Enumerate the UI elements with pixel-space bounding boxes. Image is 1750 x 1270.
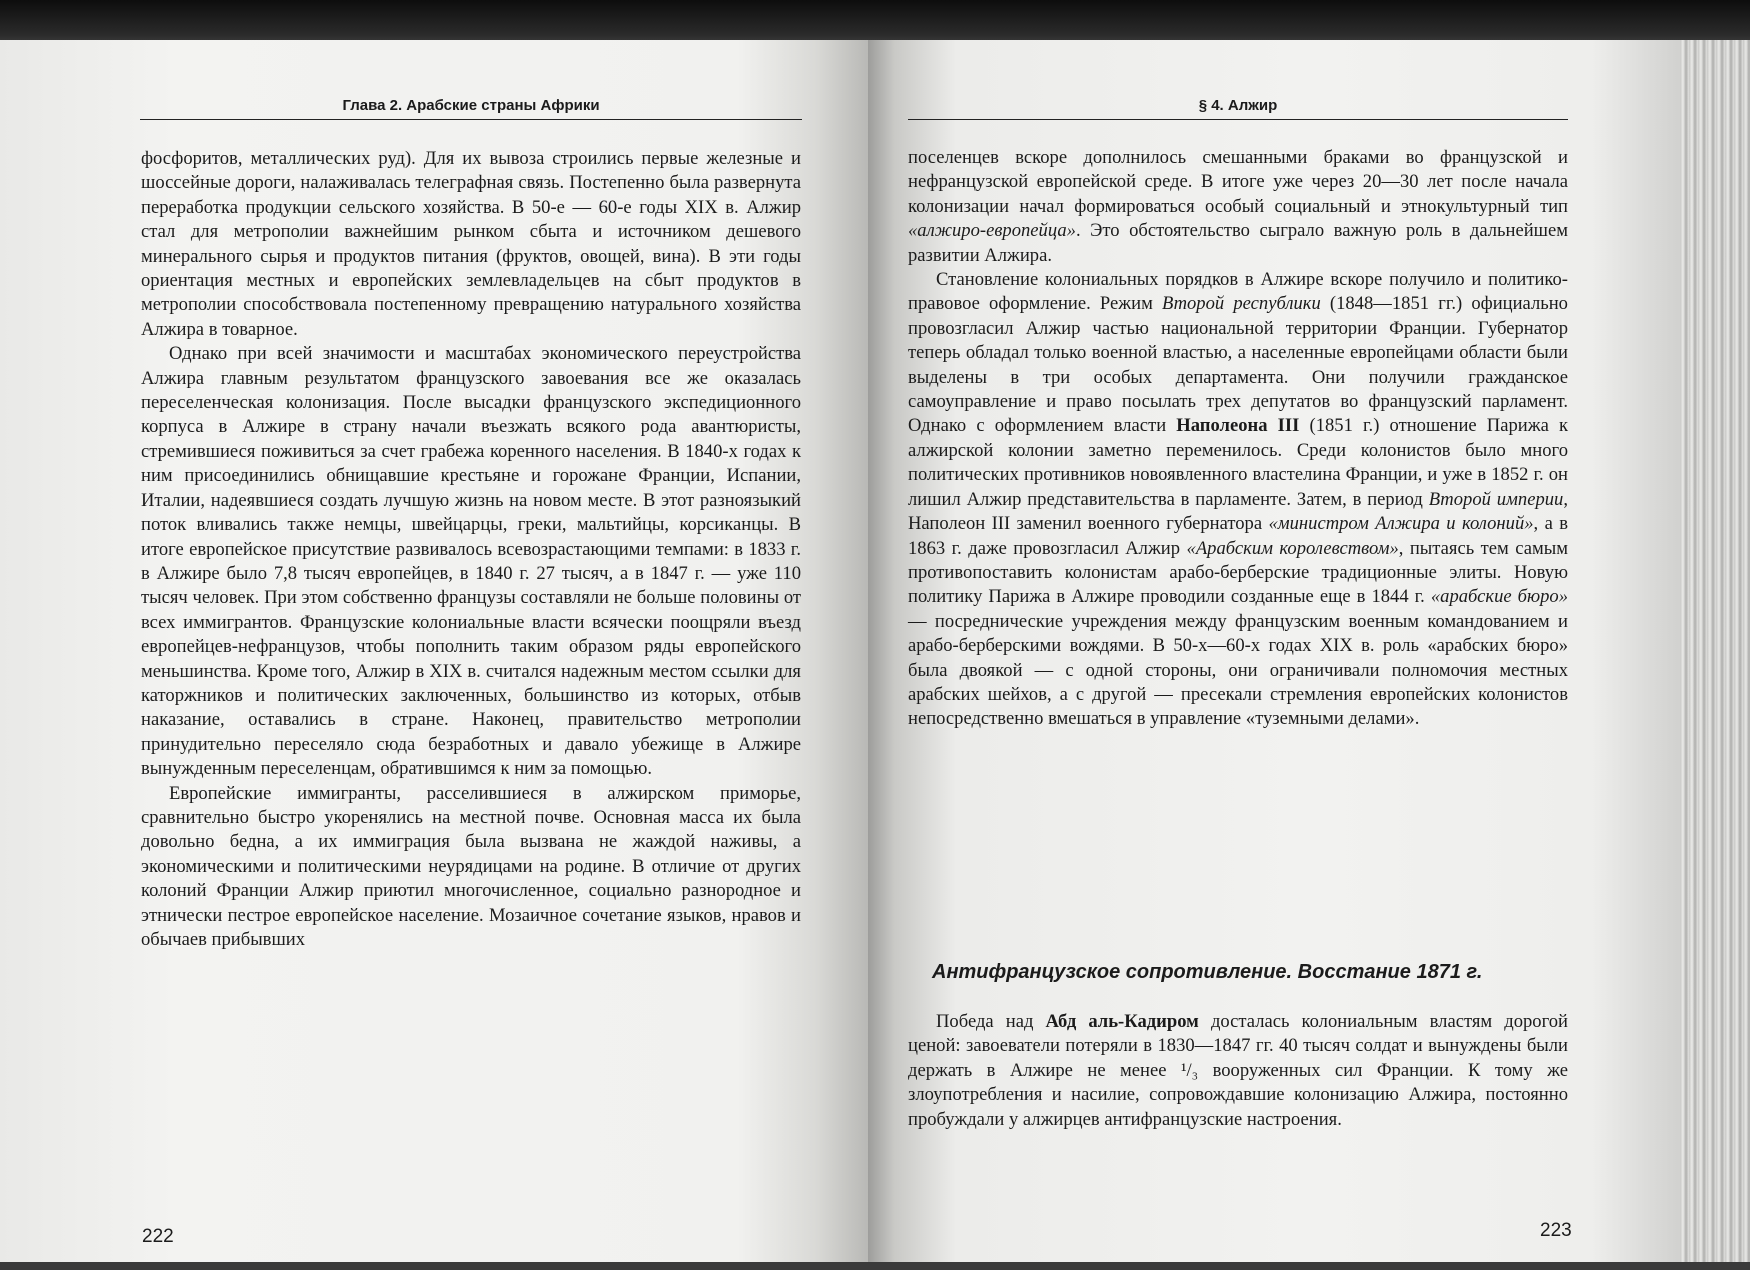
text-run: Победа над xyxy=(936,1011,1046,1032)
right-paragraph-3 xyxy=(908,1010,1568,1132)
right-running-head: § 4. Алжир xyxy=(908,96,1568,120)
name-abd-al-kadir: Абд аль-Кадиром xyxy=(1045,1011,1199,1032)
term-arab-bureaus: «арабские бюро» xyxy=(1430,586,1569,608)
left-paragraph-2: Однако при всей значимости и масштабах экономического переустройства Алжира главным результатом французского завоевания все же оказалась переселенческая колонизация. После высадки французского экспедиционного корпуса в Алжире в страну начали въезжать всякого рода авантюристы, стремившиеся поживиться за счет грабежа коренного населения. В 1840-х годах к ним присоединились обнищавшие крестьяне и горожане Франции, Испании, Италии, надеявшиеся создать лучшую жизнь на новом месте. В этот разноязыкий поток вливались также немцы, швейцарцы, греки, мальтийцы, корсиканцы. В итоге европейское присутствие развивалось всевозрастающими темпами: в 1833 г. в Алжире было 7,8 тысяч европейцев, в 1840 г. 27 тысяч, а в 1847 г. — уже 110 тысяч человек. При этом собственно французы составляли не больше половины от всех иммигрантов. Французские колониальные власти всячески поощряли въезд европейцев-нефранцузов, чтобы пополнить таким образом ряды европейского меньшинства. Кроме того, Алжир в XIX в. считался надежным местом ссылки для каторжников и политических заключенных, большинство из которых, отбыв наказание, оставались в стране. Наконец, правительство метрополии принудительно переселяло сюда безработных и давало убежище в Алжире вынужденным переселенцам, обратившимся к ним за помощью. xyxy=(141,343,801,780)
term-second-empire: Второй империи xyxy=(1428,488,1564,510)
text-run: . Это обстоятельство сыграло важную роль в дальнейшем развитии Алжира. xyxy=(908,220,1568,266)
text-run: поселенцев вскоре дополнилось смешанными браками во французской и нефранцузской европейской среде. В итоге уже через 20—30 лет после начала колонизации начал формироваться особый социальный и этнокультурный тип xyxy=(908,147,1568,217)
section-heading: Антифранцузское сопротивление. Восстание 1871 г. xyxy=(932,961,1483,983)
text-run: вооруженных сил Франции. К тому же злоупотребления и насилие, сопровождавшие колонизацию Алжира, постоянно пробуждали у алжирцев антифранцузские настроения. xyxy=(908,1059,1568,1130)
text-run: Становление колониальных порядков в Алжире вскоре получило и политико-правовое оформление. Режим xyxy=(908,269,1568,315)
right-body-text-2 xyxy=(908,1010,1568,1132)
text-run: , а в 1863 г. даже провозгласил Алжир xyxy=(908,513,1568,559)
term-second-republic: Второй республики xyxy=(1162,293,1321,315)
text-run: — посреднические учреждения между французским военным командованием и арабо-берберскими вождями. В 50-х—60-х годах XIX в. роль «арабских бюро» была двоякой — с одной стороны, они ограничивали полномочия местных арабских шейхов, а с другой — пресекали стремления европейских колонистов непосредственно вмешаться в управление «туземными делами». xyxy=(908,610,1568,730)
term-arab-kingdom: «Арабским королевством» xyxy=(1186,537,1399,559)
text-run: (1851 г.) отношение Парижа к алжирской колонии заметно переменилось. Среди колонистов было много политических противников новоявленного властелина Франции, и уже в 1852 г. он лишил Алжир представительства в парламенте. Затем, в период xyxy=(908,415,1568,510)
right-page-number: 223 xyxy=(1540,1220,1572,1241)
page-edge-stack xyxy=(1680,40,1750,1262)
text-run: , Наполеон III заменил военного губернатора xyxy=(908,488,1569,535)
scan-bottom-shadow xyxy=(0,1262,1750,1270)
name-napoleon-iii: Наполеона III xyxy=(1176,415,1300,437)
left-page-number: 222 xyxy=(142,1226,174,1247)
right-paragraph-1 xyxy=(908,146,1568,268)
text-run: , пытаясь тем самым противопоставить колонистам арабо-берберские традиционные элиты. Новую политику Парижа в Алжире проводили созданные еще в 1844 г. xyxy=(908,537,1568,608)
left-body-text xyxy=(141,147,801,952)
left-paragraph-1: фосфоритов, металлических руд). Для их вывоза строились первые железные и шоссейные дороги, налаживалась телеграфная связь. Постепенно была развернута переработка продукции сельского хозяйства. В 50-е — 60-е годы XIX в. Алжир стал для метрополии важнейшим рынком сбыта и источником дешевого минерального сырья и продуктов питания (фруктов, овощей, вина). В эти годы ориентация местных и европейских землевладельцев на сбыт продуктов в метрополии способствовала постепенному превращению натурального хозяйства Алжира в товарное. xyxy=(141,148,801,340)
right-body-text xyxy=(908,146,1568,732)
left-running-head: Глава 2. Арабские страны Африки xyxy=(140,96,802,120)
text-run: досталась колониальным властям дорогой ценой: завоеватели потеряли в 1830—1847 гг. 40 тысяч солдат и вынуждены были держать в Алжире не менее xyxy=(908,1011,1569,1081)
fraction-one-third: ¹/₃ xyxy=(1180,1059,1199,1081)
text-run: (1848—1851 гг.) официально провозгласил Алжир частью национальной территории Франции. Губернатор теперь обладал только военной властью, а населенные европейцами области были выделены в три особых департамента. Они получили гражданское самоуправление и право посылать трех депутатов во французский парламент. Однако с оформлением власти xyxy=(908,293,1568,437)
left-paragraph-3: Европейские иммигранты, расселившиеся в алжирском приморье, сравнительно быстро укоренялись на местной почве. Основная масса их была довольно бедна, а их иммиграция была вызвана не жаждой наживы, а экономическими и политическими неурядицами на родине. В отличие от других колоний Франции Алжир приютил многочисленное, социально разнородное и этнически пестрое европейское население. Мозаичное сочетание языков, нравов и обычаев прибывших xyxy=(141,782,801,950)
right-paragraph-2 xyxy=(908,268,1568,732)
term-alzhiro-evropeets: «алжиро-европейца» xyxy=(908,220,1076,242)
left-page xyxy=(0,40,868,1262)
term-minister-algeria: «министром Алжира и колоний» xyxy=(1268,513,1534,535)
right-page xyxy=(868,40,1750,1262)
